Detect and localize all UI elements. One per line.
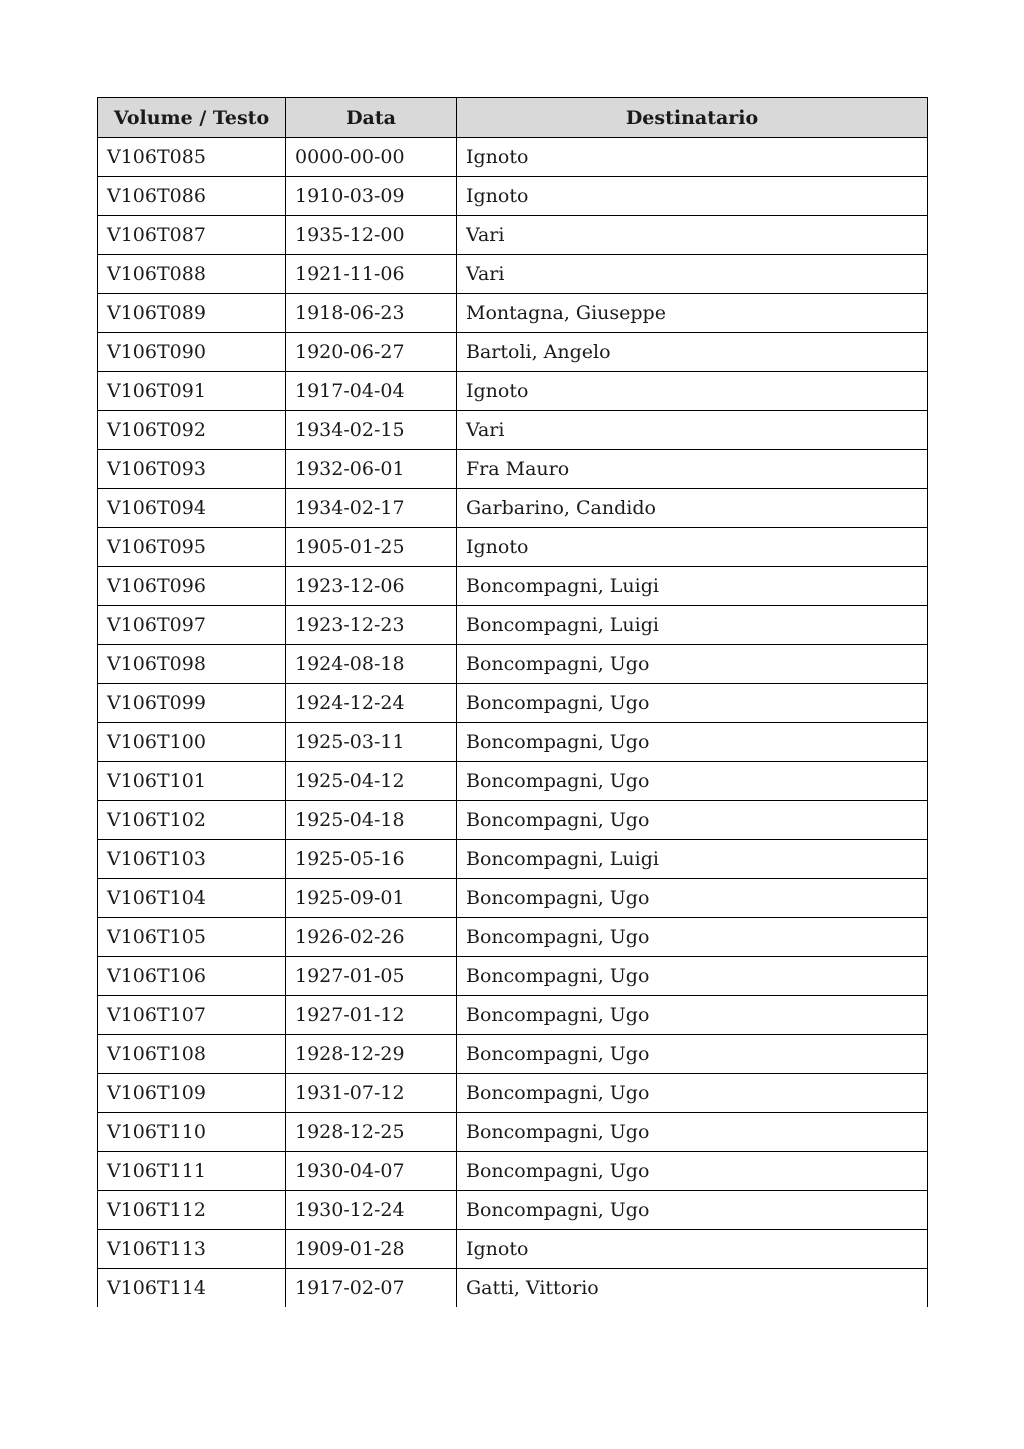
cell-volume-testo: V106T104 — [98, 879, 286, 918]
table-row — [98, 411, 928, 450]
cell-destinatario: Vari — [457, 255, 928, 294]
header-row — [98, 98, 928, 138]
column-header-volume-testo: Volume / Testo — [98, 98, 286, 138]
cell-destinatario: Bartoli, Angelo — [457, 333, 928, 372]
table-row — [98, 294, 928, 333]
table-row — [98, 801, 928, 840]
cell-volume-testo: V106T090 — [98, 333, 286, 372]
cell-volume-testo: V106T092 — [98, 411, 286, 450]
table-row — [98, 450, 928, 489]
cell-volume-testo: V106T094 — [98, 489, 286, 528]
cell-volume-testo: V106T100 — [98, 723, 286, 762]
cell-destinatario: Boncompagni, Ugo — [457, 1152, 928, 1191]
cell-volume-testo: V106T110 — [98, 1113, 286, 1152]
cell-data: 1924-08-18 — [286, 645, 457, 684]
cell-volume-testo: V106T099 — [98, 684, 286, 723]
cell-data: 1927-01-12 — [286, 996, 457, 1035]
table-row — [98, 879, 928, 918]
cell-destinatario: Boncompagni, Ugo — [457, 1074, 928, 1113]
cell-volume-testo: V106T111 — [98, 1152, 286, 1191]
cell-data: 1932-06-01 — [286, 450, 457, 489]
cell-volume-testo: V106T108 — [98, 1035, 286, 1074]
table-row — [98, 762, 928, 801]
cell-destinatario: Ignoto — [457, 1230, 928, 1269]
table-row — [98, 1191, 928, 1230]
cell-destinatario: Ignoto — [457, 177, 928, 216]
table-row — [98, 645, 928, 684]
cell-destinatario: Boncompagni, Ugo — [457, 801, 928, 840]
cell-volume-testo: V106T085 — [98, 138, 286, 177]
cell-destinatario: Boncompagni, Ugo — [457, 645, 928, 684]
cell-destinatario: Boncompagni, Ugo — [457, 723, 928, 762]
cell-data: 1917-04-04 — [286, 372, 457, 411]
cell-data: 1931-07-12 — [286, 1074, 457, 1113]
table-row — [98, 1035, 928, 1074]
cell-volume-testo: V106T086 — [98, 177, 286, 216]
cell-data: 1925-05-16 — [286, 840, 457, 879]
cell-data: 1910-03-09 — [286, 177, 457, 216]
table-row — [98, 333, 928, 372]
table-row — [98, 996, 928, 1035]
cell-destinatario: Vari — [457, 411, 928, 450]
table-row — [98, 1269, 928, 1308]
cell-destinatario: Montagna, Giuseppe — [457, 294, 928, 333]
cell-volume-testo: V106T097 — [98, 606, 286, 645]
cell-data: 1918-06-23 — [286, 294, 457, 333]
cell-destinatario: Gatti, Vittorio — [457, 1269, 928, 1308]
cell-destinatario: Ignoto — [457, 372, 928, 411]
cell-destinatario: Boncompagni, Ugo — [457, 879, 928, 918]
table-body — [98, 138, 928, 1308]
cell-data: 1909-01-28 — [286, 1230, 457, 1269]
cell-volume-testo: V106T114 — [98, 1269, 286, 1308]
table-row — [98, 528, 928, 567]
cell-data: 1921-11-06 — [286, 255, 457, 294]
cell-volume-testo: V106T107 — [98, 996, 286, 1035]
table-row — [98, 138, 928, 177]
cell-destinatario: Ignoto — [457, 528, 928, 567]
cell-destinatario: Ignoto — [457, 138, 928, 177]
cell-destinatario: Boncompagni, Ugo — [457, 1191, 928, 1230]
cell-data: 1925-09-01 — [286, 879, 457, 918]
table-row — [98, 177, 928, 216]
table-row — [98, 255, 928, 294]
cell-volume-testo: V106T113 — [98, 1230, 286, 1269]
cell-volume-testo: V106T095 — [98, 528, 286, 567]
table-row — [98, 1113, 928, 1152]
cell-volume-testo: V106T089 — [98, 294, 286, 333]
cell-data: 1934-02-17 — [286, 489, 457, 528]
cell-volume-testo: V106T102 — [98, 801, 286, 840]
cell-data: 1905-01-25 — [286, 528, 457, 567]
cell-volume-testo: V106T112 — [98, 1191, 286, 1230]
cell-data: 1925-03-11 — [286, 723, 457, 762]
cell-data: 1925-04-12 — [286, 762, 457, 801]
cell-volume-testo: V106T103 — [98, 840, 286, 879]
column-header-data: Data — [286, 98, 457, 138]
cell-volume-testo: V106T105 — [98, 918, 286, 957]
cell-destinatario: Garbarino, Candido — [457, 489, 928, 528]
cell-destinatario: Boncompagni, Luigi — [457, 606, 928, 645]
letters-table — [97, 97, 928, 1307]
cell-data: 1924-12-24 — [286, 684, 457, 723]
table-row — [98, 918, 928, 957]
cell-destinatario: Boncompagni, Ugo — [457, 684, 928, 723]
table-row — [98, 216, 928, 255]
cell-data: 1928-12-25 — [286, 1113, 457, 1152]
table-row — [98, 957, 928, 996]
table-row — [98, 606, 928, 645]
cell-volume-testo: V106T093 — [98, 450, 286, 489]
cell-volume-testo: V106T088 — [98, 255, 286, 294]
cell-data: 1926-02-26 — [286, 918, 457, 957]
table-row — [98, 684, 928, 723]
cell-destinatario: Boncompagni, Luigi — [457, 567, 928, 606]
cell-data: 1923-12-23 — [286, 606, 457, 645]
cell-data: 1935-12-00 — [286, 216, 457, 255]
cell-destinatario: Boncompagni, Ugo — [457, 1113, 928, 1152]
cell-volume-testo: V106T109 — [98, 1074, 286, 1113]
cell-destinatario: Boncompagni, Ugo — [457, 918, 928, 957]
cell-destinatario: Boncompagni, Luigi — [457, 840, 928, 879]
cell-data: 1917-02-07 — [286, 1269, 457, 1308]
cell-data: 0000-00-00 — [286, 138, 457, 177]
table-row — [98, 1152, 928, 1191]
cell-volume-testo: V106T098 — [98, 645, 286, 684]
cell-data: 1927-01-05 — [286, 957, 457, 996]
cell-destinatario: Boncompagni, Ugo — [457, 1035, 928, 1074]
table-row — [98, 1074, 928, 1113]
cell-data: 1928-12-29 — [286, 1035, 457, 1074]
table-row — [98, 489, 928, 528]
cell-volume-testo: V106T091 — [98, 372, 286, 411]
cell-destinatario: Fra Mauro — [457, 450, 928, 489]
cell-data: 1930-12-24 — [286, 1191, 457, 1230]
table-row — [98, 723, 928, 762]
table-row — [98, 1230, 928, 1269]
cell-destinatario: Vari — [457, 216, 928, 255]
column-header-destinatario: Destinatario — [457, 98, 928, 138]
table-header — [98, 98, 928, 138]
table-row — [98, 567, 928, 606]
cell-data: 1925-04-18 — [286, 801, 457, 840]
table-row — [98, 840, 928, 879]
table-row — [98, 372, 928, 411]
cell-destinatario: Boncompagni, Ugo — [457, 957, 928, 996]
cell-data: 1923-12-06 — [286, 567, 457, 606]
cell-data: 1930-04-07 — [286, 1152, 457, 1191]
cell-data: 1934-02-15 — [286, 411, 457, 450]
cell-destinatario: Boncompagni, Ugo — [457, 762, 928, 801]
cell-volume-testo: V106T096 — [98, 567, 286, 606]
cell-destinatario: Boncompagni, Ugo — [457, 996, 928, 1035]
cell-data: 1920-06-27 — [286, 333, 457, 372]
cell-volume-testo: V106T101 — [98, 762, 286, 801]
cell-volume-testo: V106T106 — [98, 957, 286, 996]
cell-volume-testo: V106T087 — [98, 216, 286, 255]
